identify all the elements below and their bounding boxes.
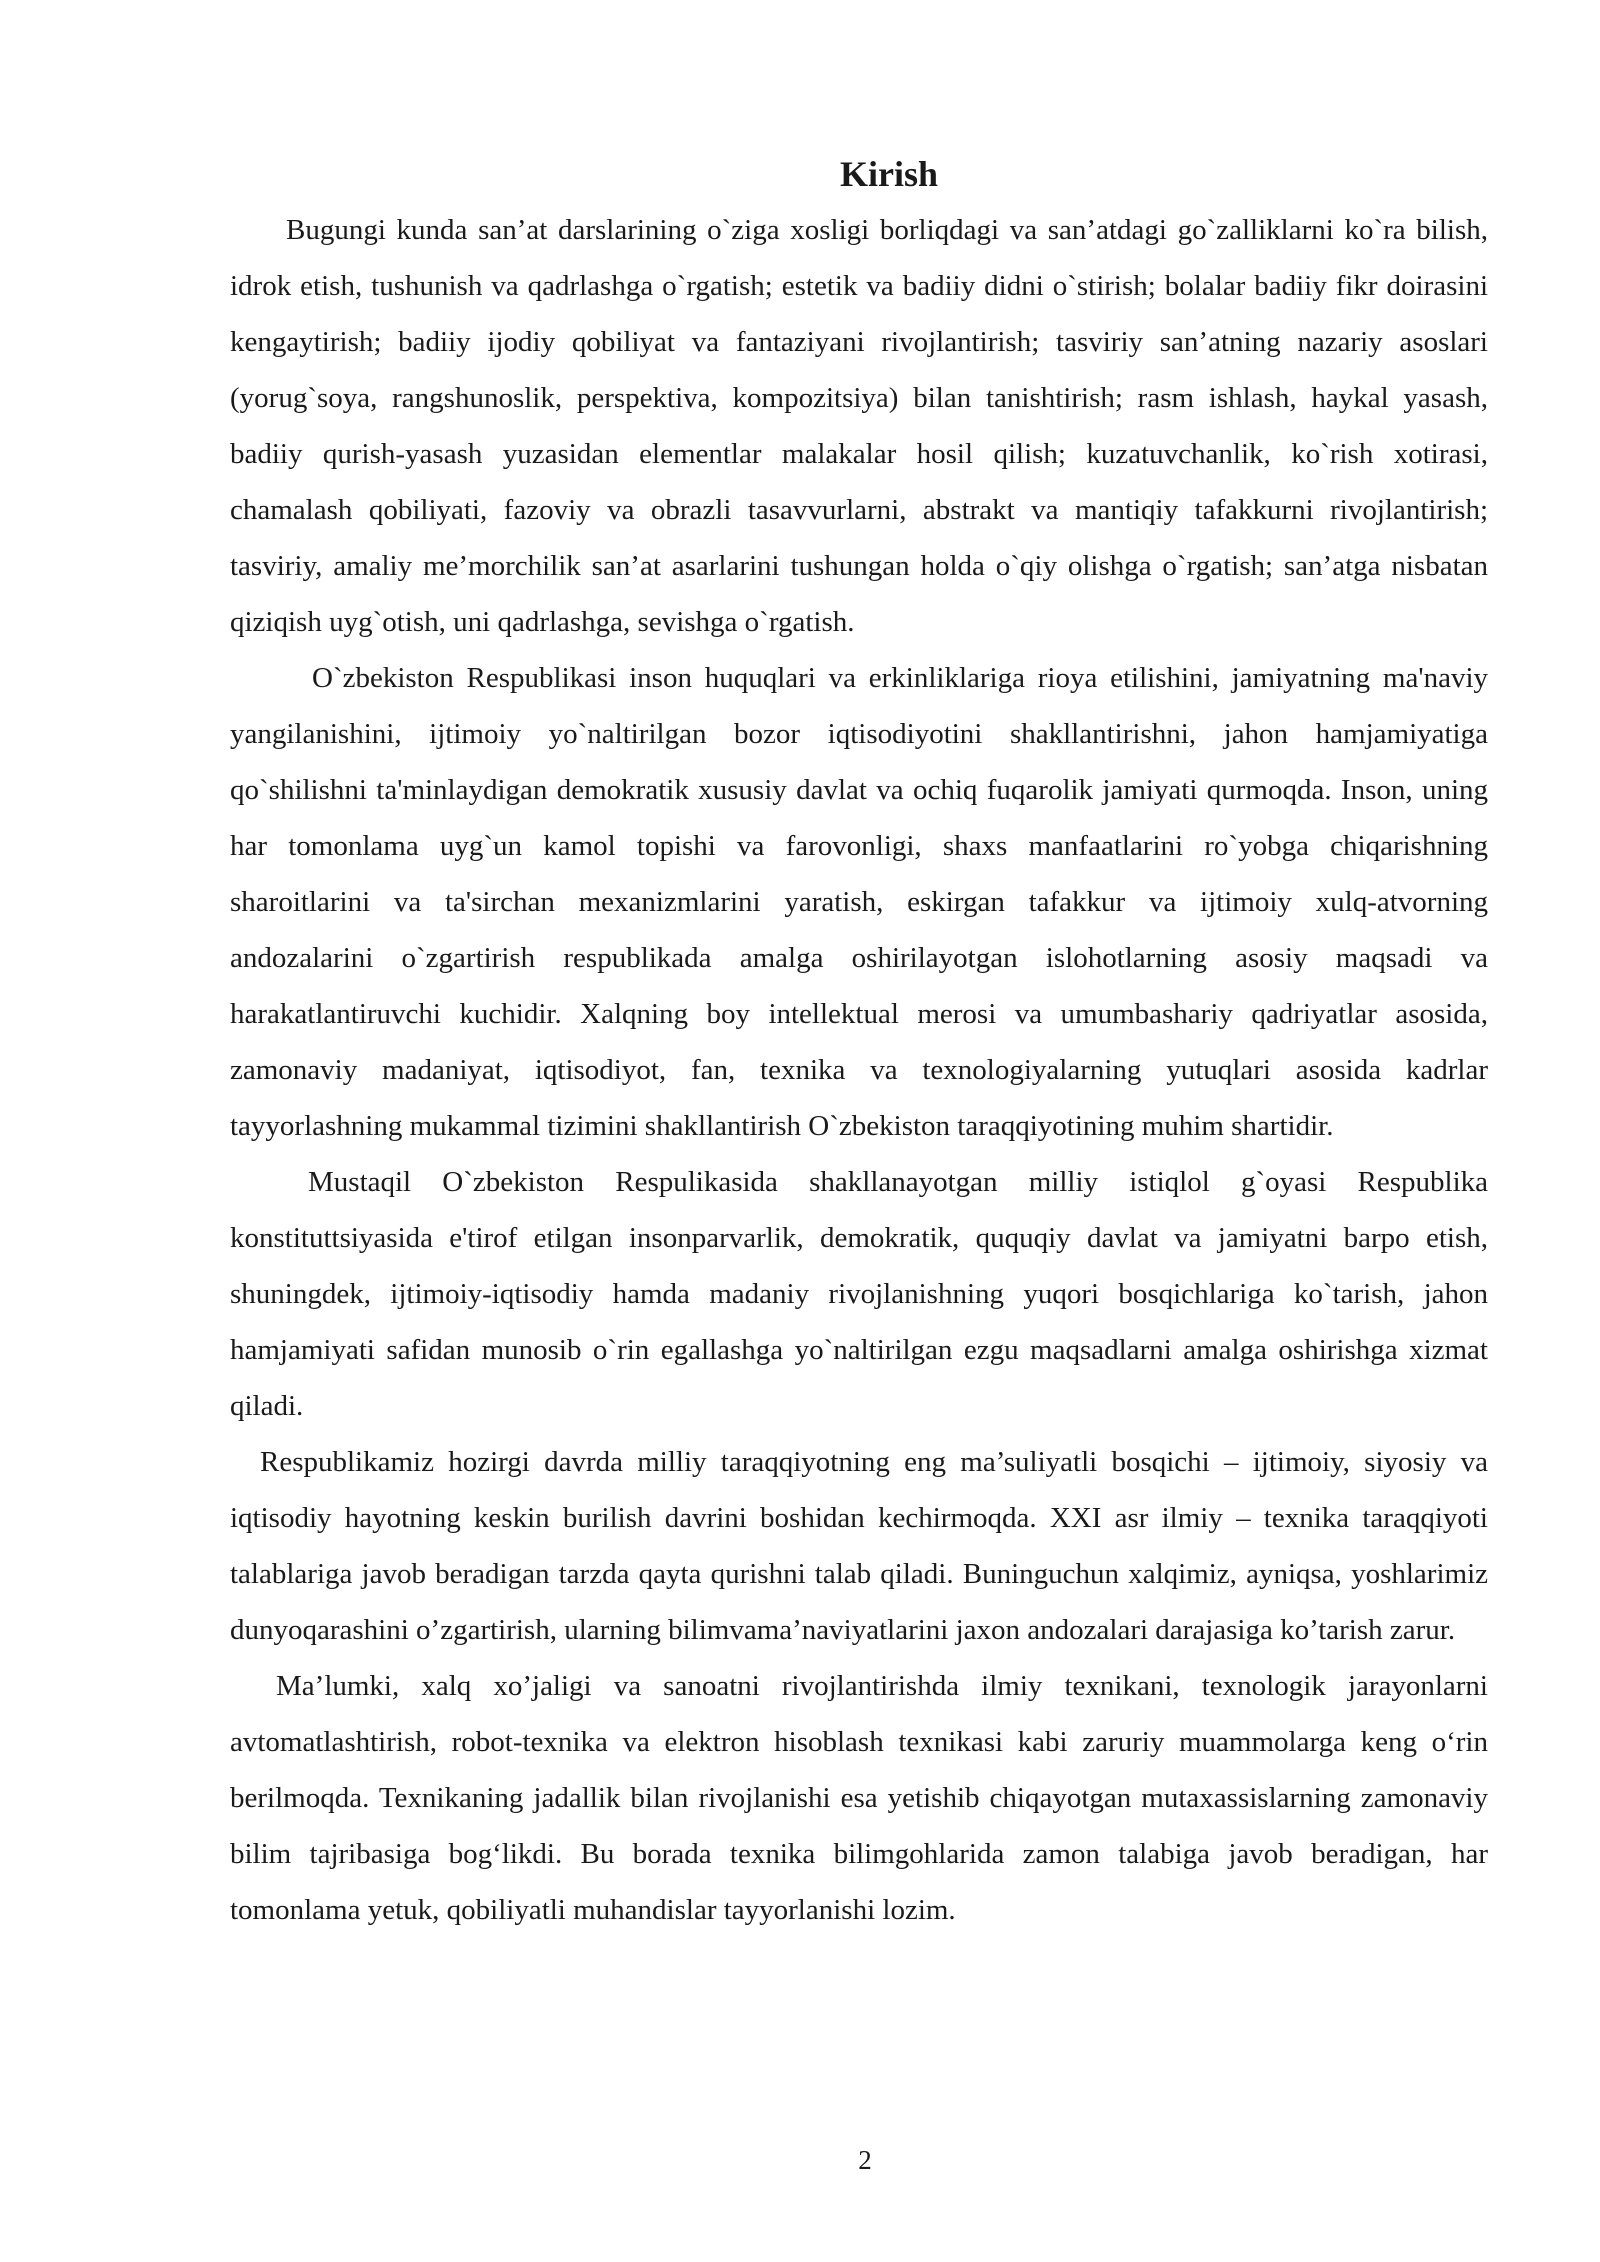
- page-number: 2: [858, 2145, 872, 2175]
- paragraph-1: Bugungi kunda san’at darslarining o`ziga xosligi borliqdagi va san’atdagi go`zalliklarni ko`ra bilish, idrok etish, tushunish va qadrlashga o`rgatish; estetik va badiiy didni o`stirish; bolalar badiiy fikr doirasini kengaytirish; badiiy ijodiy qobiliyat va fantaziyani rivojlantirish; tasviriy san’atning nazariy asoslari (yorug`soya, rangshunoslik, perspektiva, kompozitsiya) bilan tanishtirish; rasm ishlash, haykal yasash, badiiy qurish-yasash yuzasidan elementlar malakalar hosil qilish; kuzatuvchanlik, ko`rish xotirasi, chamalash qobiliyati, fazoviy va obrazli tasavvurlarni, abstrakt va mantiqiy tafakkurni rivojlantirish; tasviriy, amaliy me’morchilik san’at asarlarini tushungan holda o`qiy olishga o`rgatish; san’atga nisbatan qiziqish uyg`otish, uni qadrlashga, sevishga o`rgatish.: [230, 214, 1488, 638]
- paragraph-5: Ma’lumki, xalq xo’jaligi va sanoatni rivojlantirishda ilmiy texnikani, texnologik jarayonlarni avtomatlashtirish, robot-texnika va elektron hisoblash texnikasi kabi zaruriy muammolarga keng o‘rin berilmoqda. Texnikaning jadallik bilan rivojlanishi esa yetishib chiqayotgan mutaxassislarning zamonaviy bilim tajribasiga bog‘likdi. Bu borada texnika bilimgohlarida zamon talabiga javob beradigan, har tomonlama yetuk, qobiliyatli muhandislar tayyorlanishi lozim.: [230, 1670, 1488, 1926]
- paragraph-2: O`zbekiston Respublikasi inson huquqlari va erkinliklariga rioya etilishini, jamiyatning ma'naviy yangilanishini, ijtimoiy yo`naltirilgan bozor iqtisodiyotini shakllantirishni, jahon hamjamiyatiga qo`shilishni ta'minlaydigan demokratik xususiy davlat va ochiq fuqarolik jamiyati qurmoqda. Inson, uning har tomonlama uyg`un kamol topishi va farovonligi, shaxs manfaatlarini ro`yobga chiqarishning sharoitlarini va ta'sirchan mexanizmlarini yaratish, eskirgan tafakkur va ijtimoiy xulq-atvorning andozalarini o`zgartirish respublikada amalga oshirilayotgan islohotlarning asosiy maqsadi va harakatlantiruvchi kuchidir. Xalqning boy intellektual merosi va umumbashariy qadriyatlar asosida, zamonaviy madaniyat, iqtisodiyot, fan, texnika va texnologiyalarning yutuqlari asosida kadrlar tayyorlashning mukammal tizimini shakllantirish O`zbekiston taraqqiyotining muhim shartidir.: [230, 662, 1488, 1142]
- paragraph-4: Respublikamiz hozirgi davrda milliy taraqqiyotning eng ma’suliyatli bosqichi – ijtimoiy, siyosiy va iqtisodiy hayotning keskin burilish davrini boshidan kechirmoqda. XXI asr ilmiy – texnika taraqqiyoti talablariga javob beradigan tarzda qayta qurishni talab qiladi. Buninguchun xalqimiz, ayniqsa, yoshlarimiz dunyoqarashini o’zgartirish, ularning bilimvama’naviyatlarini jaxon andozalari darajasiga ko’tarish zarur.: [230, 1446, 1488, 1646]
- paragraph-3: Mustaqil O`zbekiston Respulikasida shakllanayotgan milliy istiqlol g`oyasi Respublika konstituttsiyasida e'tirof etilgan insonparvarlik, demokratik, ququqiy davlat va jamiyatni barpo etish, shuningdek, ijtimoiy-iqtisodiy hamda madaniy rivojlanishning yuqori bosqichlariga ko`tarish, jahon hamjamiyati safidan munosib o`rin egallashga yo`naltirilgan ezgu maqsadlarni amalga oshirishga xizmat qiladi.: [230, 1166, 1488, 1422]
- page-title: Kirish: [839, 154, 938, 194]
- page-body: [230, 148, 1488, 1938]
